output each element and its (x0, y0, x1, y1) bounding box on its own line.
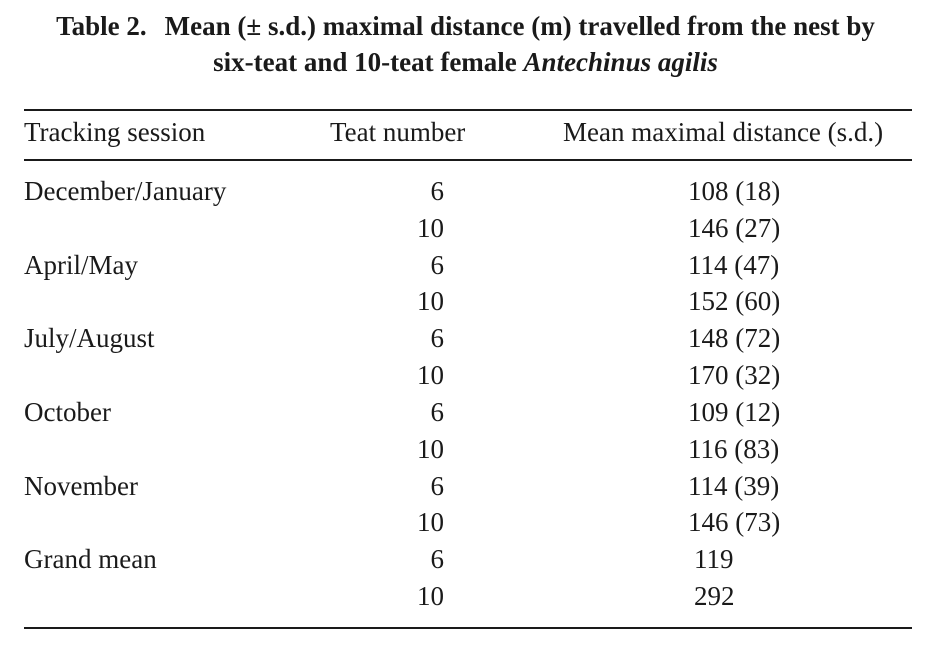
row-teat: 6 (430, 323, 444, 353)
header-tracking-session: Tracking session (24, 117, 206, 147)
row-teat: 10 (417, 434, 444, 464)
row-teat: 10 (417, 286, 444, 316)
table-top-rule (24, 109, 912, 111)
row-session: July/August (24, 323, 155, 353)
row-teat: 10 (417, 507, 444, 537)
row-mean: 146 (27) (688, 213, 781, 243)
table-bottom-rule (24, 627, 912, 629)
row-mean: 108 (18) (688, 176, 781, 206)
row-teat: 6 (430, 471, 444, 501)
row-teat: 6 (430, 544, 444, 574)
row-mean: 146 (73) (688, 507, 781, 537)
row-teat: 6 (430, 397, 444, 427)
row-mean: 109 (12) (688, 397, 781, 427)
caption-species: Antechinus agilis (523, 47, 718, 77)
row-session: April/May (24, 250, 138, 280)
header-mean-distance: Mean maximal distance (s.d.) (563, 117, 884, 147)
row-mean: 148 (72) (688, 323, 781, 353)
row-mean: 119 (694, 544, 734, 574)
caption-line-2 (0, 44, 931, 80)
caption-title: Mean (± s.d.) maximal distance (m) travelled from the nest by (164, 11, 875, 41)
row-session: November (24, 471, 138, 501)
row-teat: 6 (430, 176, 444, 206)
row-session: October (24, 397, 111, 427)
row-session: December/January (24, 176, 227, 206)
header-teat-number: Teat number (330, 117, 466, 147)
row-teat: 10 (417, 213, 444, 243)
row-mean: 292 (694, 581, 735, 611)
row-mean: 170 (32) (688, 360, 781, 390)
row-teat: 6 (430, 250, 444, 280)
row-mean: 114 (47) (688, 250, 780, 280)
table-label: Table 2. (56, 11, 147, 41)
row-teat: 10 (417, 581, 444, 611)
row-session: Grand mean (24, 544, 157, 574)
table-header-rule (24, 159, 912, 161)
row-mean: 116 (83) (688, 434, 780, 464)
caption-title-continued: six-teat and 10-teat female (213, 47, 524, 77)
row-mean: 114 (39) (688, 471, 780, 501)
row-mean: 152 (60) (688, 286, 781, 316)
caption-line-1 (0, 8, 931, 44)
row-teat: 10 (417, 360, 444, 390)
table-caption (0, 8, 931, 80)
